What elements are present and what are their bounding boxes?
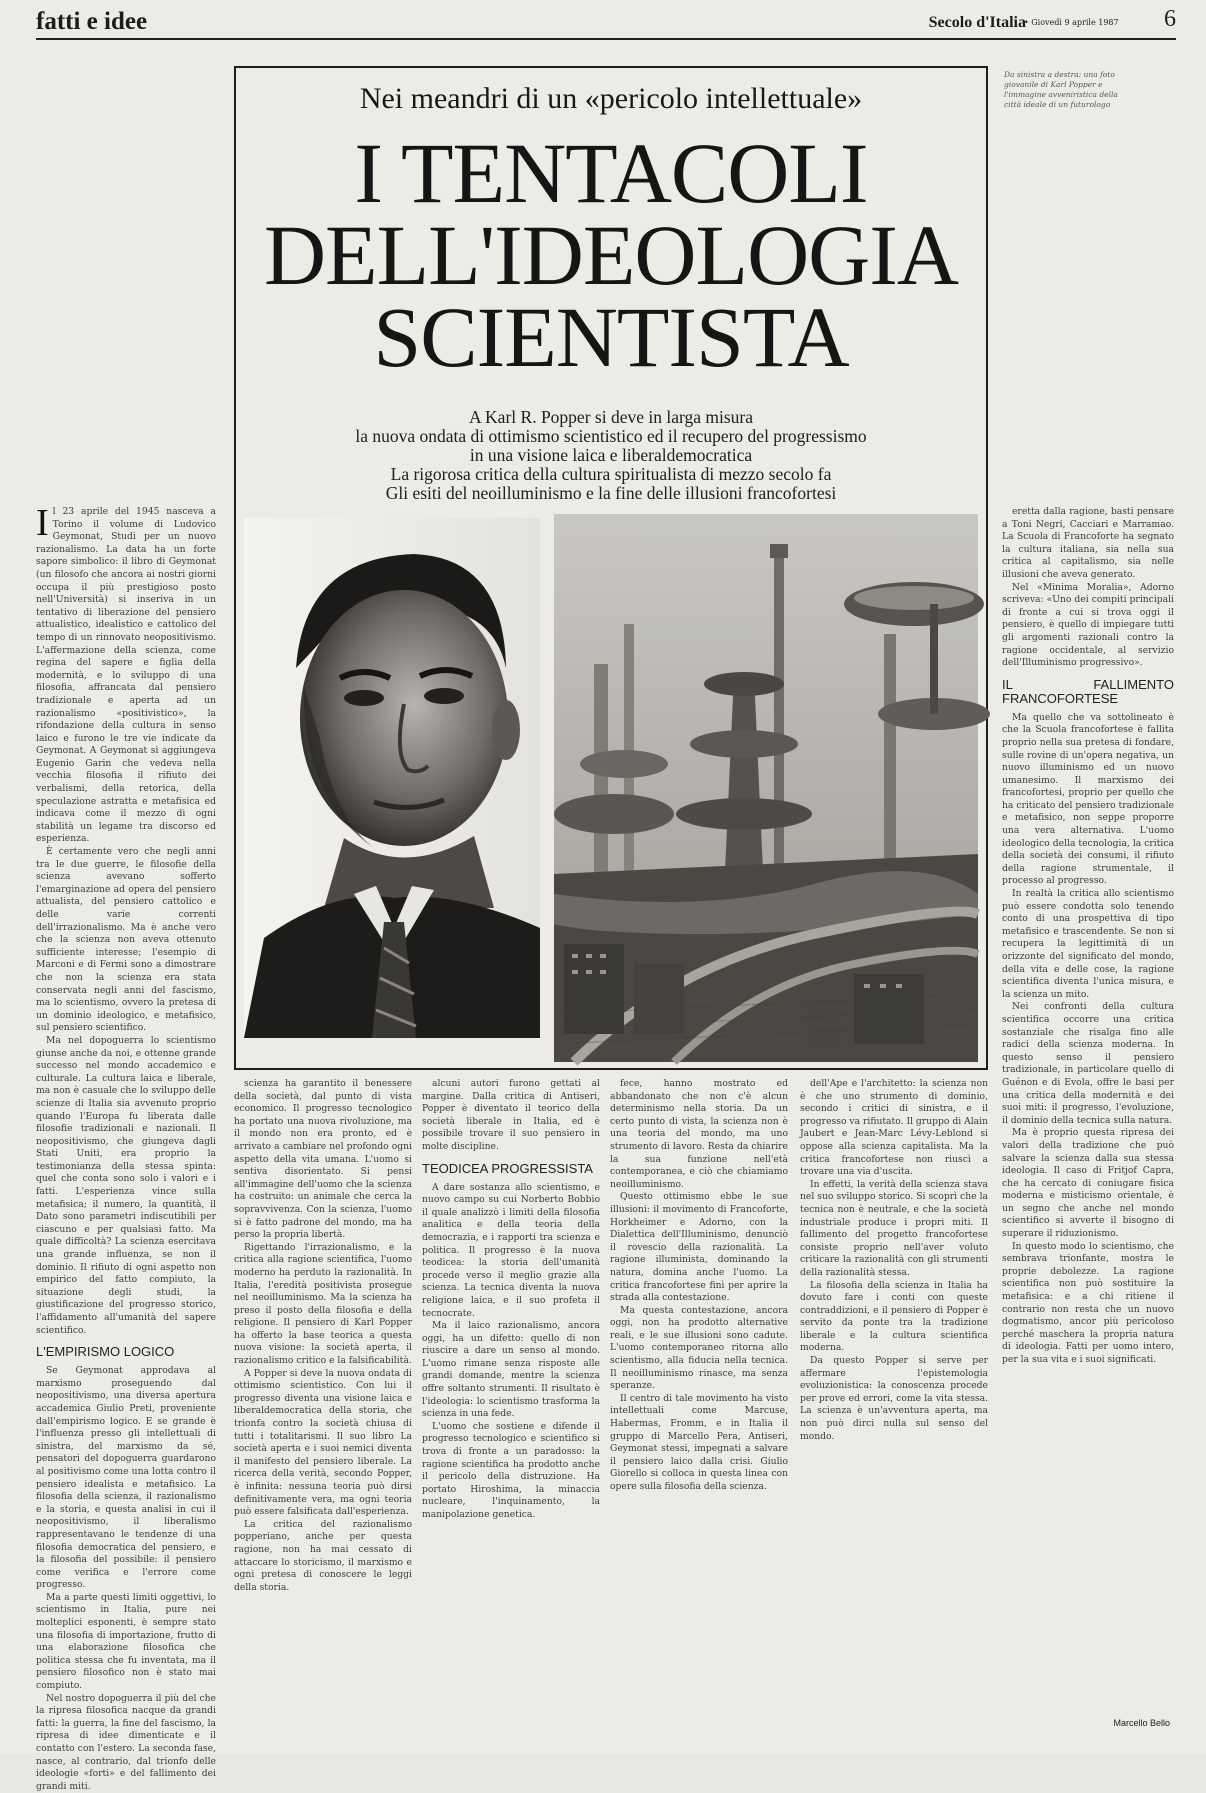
subhead-line: in una visione laica e liberaldemocratica	[469, 445, 753, 465]
article-column-5	[800, 1078, 988, 1714]
article-frame	[234, 66, 988, 1070]
column-text: scienza ha garantito il benessere della società, dal punto di vista economico. Il progresso tecnologico ha portato una nuova rivoluzione, ma il mondo non era pronto, ed è arrivato a cambiare nel profondo ogni aspetto della vita umana. L'uomo si sentiva disorientato. Si pensi all'immagine dell'uomo che la scienza ha costruito: un animale che cerca la sopravvivenza. Con la scienza, l'uomo si è fatto padrone del mondo, ma ha perso la propria libertà.	[234, 1078, 412, 1241]
subheadline	[256, 408, 966, 503]
newspaper-name: Secolo d'Italia	[928, 14, 1026, 31]
column-text: dell'Ape e l'architetto: la scienza non è che uno strumento di dominio, secondo i critici di sinistra, e il progresso va rifiutato. Il gruppo di Alain Jaubert e Jean-Marc Lévy-Leblond si oppose alla scienza capitalista. Ma la critica francofortese non riuscì a trovare una via d'uscita.	[800, 1078, 988, 1178]
column-text: A dare sostanza allo scientismo, e nuovo campo su cui Norberto Bobbio il quale analizzò i limiti della filosofia analitica e della teoria della democrazia, e i rapporti tra scienza e politica. Il progresso è la nuova teodicea: la storia dell'umanità procede verso il meglio grazie alla scienza. La tecnica diventa la nuova religione laica, e il suo profeta il tecnocrate.	[422, 1181, 600, 1319]
page-header	[36, 4, 1176, 40]
section-heading: L'EMPIRISMO LOGICO	[36, 1344, 175, 1360]
article-column-1	[36, 502, 216, 1792]
photo-caption: Da sinistra a destra: una foto giovanile di Karl Popper e l'immagine avveniristica della città ideale di un futurologo	[1004, 70, 1118, 109]
subhead-line: A Karl R. Popper si deve in larga misura	[469, 407, 753, 427]
column-text: La critica del razionalismo popperiano, anche per questa ragione, non ha mai cessato di attaccare lo storicismo, il marxismo e ogni pretesa di conoscere le leggi della storia.	[234, 1518, 412, 1593]
column-text: Ma quello che va sottolineato è che la Scuola francofortese è fallita proprio nella sua pretesa di fondare, sulle rovine di un'opera negativa, un nuovo illuminismo ed un nuovo umanesimo. Il marxismo dei francofortesi, proprio per quello che ha criticato del pensiero tradizionale e metafisico, non seppe proporre una vera alternativa. L'uomo ideologico della tecnologia, la critica della società dei consumi, il rifiuto della ragione strumentale, il processo al progresso.	[1002, 711, 1174, 887]
drop-cap: I	[36, 502, 49, 544]
article-column-3	[422, 1078, 600, 1714]
header-rule	[36, 38, 1176, 40]
column-text: eretta dalla ragione, basti pensare a Toni Negri, Cacciari e Marramao. La Scuola di Francoforte ha segnato la cultura italiana, sia nella sua critica al capitalismo, sia nelle illusioni che aveva generato.	[1002, 506, 1174, 580]
column-text: Da questo Popper si serve per affermare l'epistemologia evoluzionistica: la conoscenza procede per prove ed errori, come la vita stessa. La scienza è un'avventura aperta, ma non può dirci nulla sul senso del mondo.	[800, 1355, 988, 1442]
issue-date: • Giovedì 9 aprile 1987	[1024, 18, 1119, 27]
page-number: 6	[1164, 6, 1176, 32]
column-text: Ma il laico razionalismo, ancora oggi, ha un difetto: quello di non riuscire a dare un senso al mondo. L'uomo rimane senza risposte alle grandi domande, mentre la scienza offre soltanto strumenti. Il risultato è l'ideologia: lo scientismo trasforma la scienza in una fede.	[422, 1320, 600, 1420]
portrait-photo	[244, 518, 540, 1038]
column-text: Il centro di tale movimento ha visto intellettuali come Marcuse, Habermas, Fromm, e in Italia il gruppo di Marcello Pera, Antiseri, Geymonat stessi, impegnati a salvare il pensiero laico dalla crisi. Giulio Giorello si colloca in questa linea con opere sulla filosofia della scienza.	[610, 1392, 788, 1492]
column-text: A Popper si deve la nuova ondata di ottimismo scientistico. Con lui il progresso diventa una visione laica e liberaldemocratica della storia, che trionfa contro la società chiusa di tutti i totalitarismi. Il suo libro La società aperta e i suoi nemici diventa il manifesto del pensiero liberale. La ricerca della verità, secondo Popper, è infinita: nessuna teoria può dirsi definitivamente vera, ma ogni teoria può essere falsificata dall'esperienza.	[234, 1367, 412, 1518]
column-text: fece, hanno mostrato ed abbandonato che non c'è alcun determinismo nella storia. Da un certo punto di vista, la scienza non è una teoria del mondo, ma uno strumento di lavoro. Resta da chiarire la sua funzione nell'età contemporanea, e ciò che chiamiamo neoilluminismo.	[610, 1078, 788, 1190]
column-text: Se Geymonat approdava al marxismo proseguendo dal neopositivismo, una diversa apertura accademica Giulio Preti, proveniente dall'empirismo logico. E se grande è l'influenza presso gli intellettuali di sinistra, del marxismo da sé, pensatori del dopoguerra guardarono al positivismo come una lotta contro il pensiero idealista e metafisico. La filosofia della scienza, il razionalismo e la storia, e questa analisi in cui il neopositivismo, il liberalismo rappresentavano le tendenze di una filosofia democratica del pensiero, e la filosofia del possibile: il pensiero come verifica e l'errore come progresso.	[36, 1365, 216, 1591]
column-text: Ma questa contestazione, ancora oggi, non ha prodotto alternative reali, e le sue illusioni sono cadute. L'uomo contemporaneo ritorna allo scientismo, alla fiducia nella tecnica. Il neoilluminismo rinasce, ma senza speranze.	[610, 1304, 788, 1392]
subhead-line: Gli esiti del neoilluminismo e la fine delle illusioni francofortesi	[385, 483, 837, 503]
headline	[236, 125, 986, 385]
city-drawing	[554, 514, 978, 1062]
author-signature: Marcello Bello	[1113, 1718, 1170, 1728]
article-column-4	[610, 1078, 788, 1714]
section-heading: TEODICEA PROGRESSISTA	[422, 1160, 593, 1176]
column-text: alcuni autori furono gettati al margine. Dalla critica di Antiseri, Popper è diventato il teorico della società liberale in Italia, ed è possibile trovare il suo pensiero in molte discipline.	[422, 1078, 600, 1152]
headline-line-2: DELL'IDEOLOGIA	[263, 207, 959, 303]
column-text: Nel nostro dopoguerra il più del che la ripresa filosofica nacque da grandi fatti: la guerra, la fine del fascismo, la ripresa di idee dimenticate e il contatto con l'estero. La seconda fase, nasce, al contrario, dal trionfo delle ideologie «forti» e del fallimento dei grandi miti.	[36, 1692, 216, 1792]
column-text: Rigettando l'irrazionalismo, e la critica alla ragione scientifica, l'uomo moderno ha perduto la razionalità. In Italia, l'eredità positivista prosegue nel neoilluminismo. Ma la scienza ha preso il posto della filosofia e della religione. Il pensiero di Karl Popper ha offerto la base teorica a questa nuova visione: la società aperta, il razionalismo critico e la falsificabilità.	[234, 1241, 412, 1367]
column-text: Nei confronti della cultura scientifica occorre una critica sostanziale che risalga fino alle radici della scienza moderna. In questo senso il pensiero tradizionale, in particolare quello di Guénon e di Evola, offre le basi per una critica della modernità e dei suoi miti: il progresso, l'evoluzione, il dominio della tecnica sulla natura.	[1002, 1001, 1174, 1126]
article-column-2	[234, 1078, 412, 1714]
column-text: l 23 aprile del 1945 nasceva a Torino il volume di Ludovico Geymonat, Studi per un nuovo razionalismo. La data ha un forte sapore simbolico: il libro di Geymonat (un filosofo che ancora ai nostri giorni occupa il più prestigioso posto nell'Università) si inseriva in un tentativo di liberazione del pensiero attualistico, idealistico e cattolico del tempo di un rinnovato neopositivismo. L'affermazione della scienza, come regina del sapere e figlia della modernità, e lo sviluppo di una filosofia, affrancata dal pensiero tradizionale e aperta ad un razionalismo «positivistico», la rifondazione della cultura in senso laico e furono le tre vie indicate da Geymonat. A Geymonat si aggiungeva Eugenio Garin che vedeva nella vecchia filosofia il rifiuto dei verbalismi, della retorica, della speculazione astratta e metafisica ed indicava come il mezzo di ogni stabilità un legame tra discorso ed esperienza.	[36, 506, 216, 845]
kicker: Nei meandri di un «pericolo intellettuale»	[359, 82, 863, 115]
futuristic-city-illustration	[554, 514, 978, 1062]
column-text: In effetti, la verità della scienza stava nel suo sviluppo storico. Si scoprì che la tecnica non è neutrale, e che la società industriale produce i propri miti. Il fallimento del progetto francofortese consiste proprio nell'aver voluto criticare la razionalità con gli strumenti della razionalità stessa.	[800, 1178, 988, 1278]
column-text: In questo modo lo scientismo, che sembrava trionfante, mostra le proprie debolezze. La ragione scientifica non può sostituire la metafisica: e a chi ritiene il contrario non resta che un nuovo dogmatismo, ancor più pericoloso perché maschera la propria natura di ideologia. Fatti per uomo intero, per la sua vita e i suoi significati.	[1002, 1240, 1174, 1365]
headline-line-3: SCIENTISTA	[373, 289, 849, 385]
column-text: Ma a parte questi limiti oggettivi, lo scientismo in Italia, pure nei molteplici esponenti, è sempre stato una filosofia di importazione, frutto di una elaborazione filosofica che politica stessa che fu inventata, ma il pensiero filosofico non è stato mai compiuto.	[36, 1591, 216, 1692]
column-text: È certamente vero che negli anni tra le due guerre, le filosofie della scienza avevano sofferto l'emarginazione ad opera del pensiero attualista, del pensiero cattolico e delle varie correnti dell'irrazionalismo. Ma è anche vero che la scienza non aveva ottenuto sufficiente interesse; l'esempio di Marconi e di Fermi sono a dimostrare che non la scienza era stata conservata negli anni del fascismo, ma lo scientismo, ovvero la pretesa di un dominio ideologico, e metafisico, sul pensiero scientifico.	[36, 846, 216, 1034]
column-text: La filosofia della scienza in Italia ha dovuto fare i conti con queste contraddizioni, e il pensiero di Popper è servito da ponte tra la tradizione liberale e la cultura scientifica moderna.	[800, 1279, 988, 1354]
column-text: Ma è proprio questa ripresa dei valori della tradizione che può salvare la scienza dalla sua stessa ideologia. Il caso di Fritjof Capra, che ha cercato di coniugare fisica moderna e misticismo orientale, è un segno che anche nel mondo scientifico si avverte il bisogno di superare il riduzionismo.	[1002, 1127, 1174, 1240]
column-text: Questo ottimismo ebbe le sue illusioni: il movimento di Francoforte, Horkheimer e Adorno, con la Dialettica dell'Illuminismo, denunciò il rovescio della razionalità. La ragione illuminista, dominando la natura, domina anche l'uomo. La critica francofortese finì per aprire la strada alla contestazione.	[610, 1191, 788, 1304]
column-text: In realtà la critica allo scientismo può essere condotta solo tenendo conto di una prospettiva di tipo metafisico e trascendente. Se non si recupera la legittimità di un orizzonte del significato del mondo, della vita e delle cose, la ragione scientifica diventa l'unica misura, e la scienza un mito.	[1002, 888, 1174, 1000]
column-text: Nel «Minima Moralia», Adorno scriveva: «Uno dei compiti principali di fronte a cui si trova oggi il pensiero, è quello di impiegare tutti gli argomenti razionali contro la ragione occidentale, al servizio dell'Illuminismo progressivo».	[1002, 581, 1174, 669]
portrait-illustration	[244, 518, 540, 1038]
headline-line-1: I TENTACOLI	[354, 125, 868, 221]
section-name: fatti e idee	[36, 8, 148, 35]
column-text: Ma nel dopoguerra lo scientismo giunse anche da noi, e ottenne grande successo nel mondo accademico e culturale. La cultura laica e liberale, ma non è casuale che lo sviluppo delle scienze di Italia sia avvenuto proprio quando l'Europa fu liberata dalle filosofie tradizionali e nazionali. Il neopositivismo, che giungeva dagli Stati Uniti, era proprio la testimonianza della stessa spinta: quel che conta sono solo i valori e i fatti. L'esperienza vince sulla metafisica; il numero, la quantità, il Dato sono parametri indiscutibili per ciascuno e per qualsiasi fatto. Ma quale difficoltà? La scienza esercitava una grande influenza, se non il dominio. Il rifiuto di ogni aspetto non empirico del fatto compiuto, la situazione degli studi, la giustificazione del progresso storico, l'affidamento all'umanità del sapere scientifico.	[36, 1034, 216, 1336]
column-text: L'uomo che sostiene e difende il progresso tecnologico e scientifico si trova di fronte a un paradosso: la ragione scientifica ha prodotto anche il pericolo della distruzione. Ha portato Hiroshima, la minaccia nucleare, l'inquinamento, la manipolazione genetica.	[422, 1420, 600, 1520]
section-heading: IL FALLIMENTO FRANCOFORTESE	[1002, 676, 1174, 706]
article-column-6	[1002, 506, 1174, 1714]
subhead-line: La rigorosa critica della cultura spiritualista di mezzo secolo fa	[390, 464, 832, 484]
subhead-line: la nuova ondata di ottimismo scientistico ed il recupero del progressismo	[355, 426, 867, 446]
